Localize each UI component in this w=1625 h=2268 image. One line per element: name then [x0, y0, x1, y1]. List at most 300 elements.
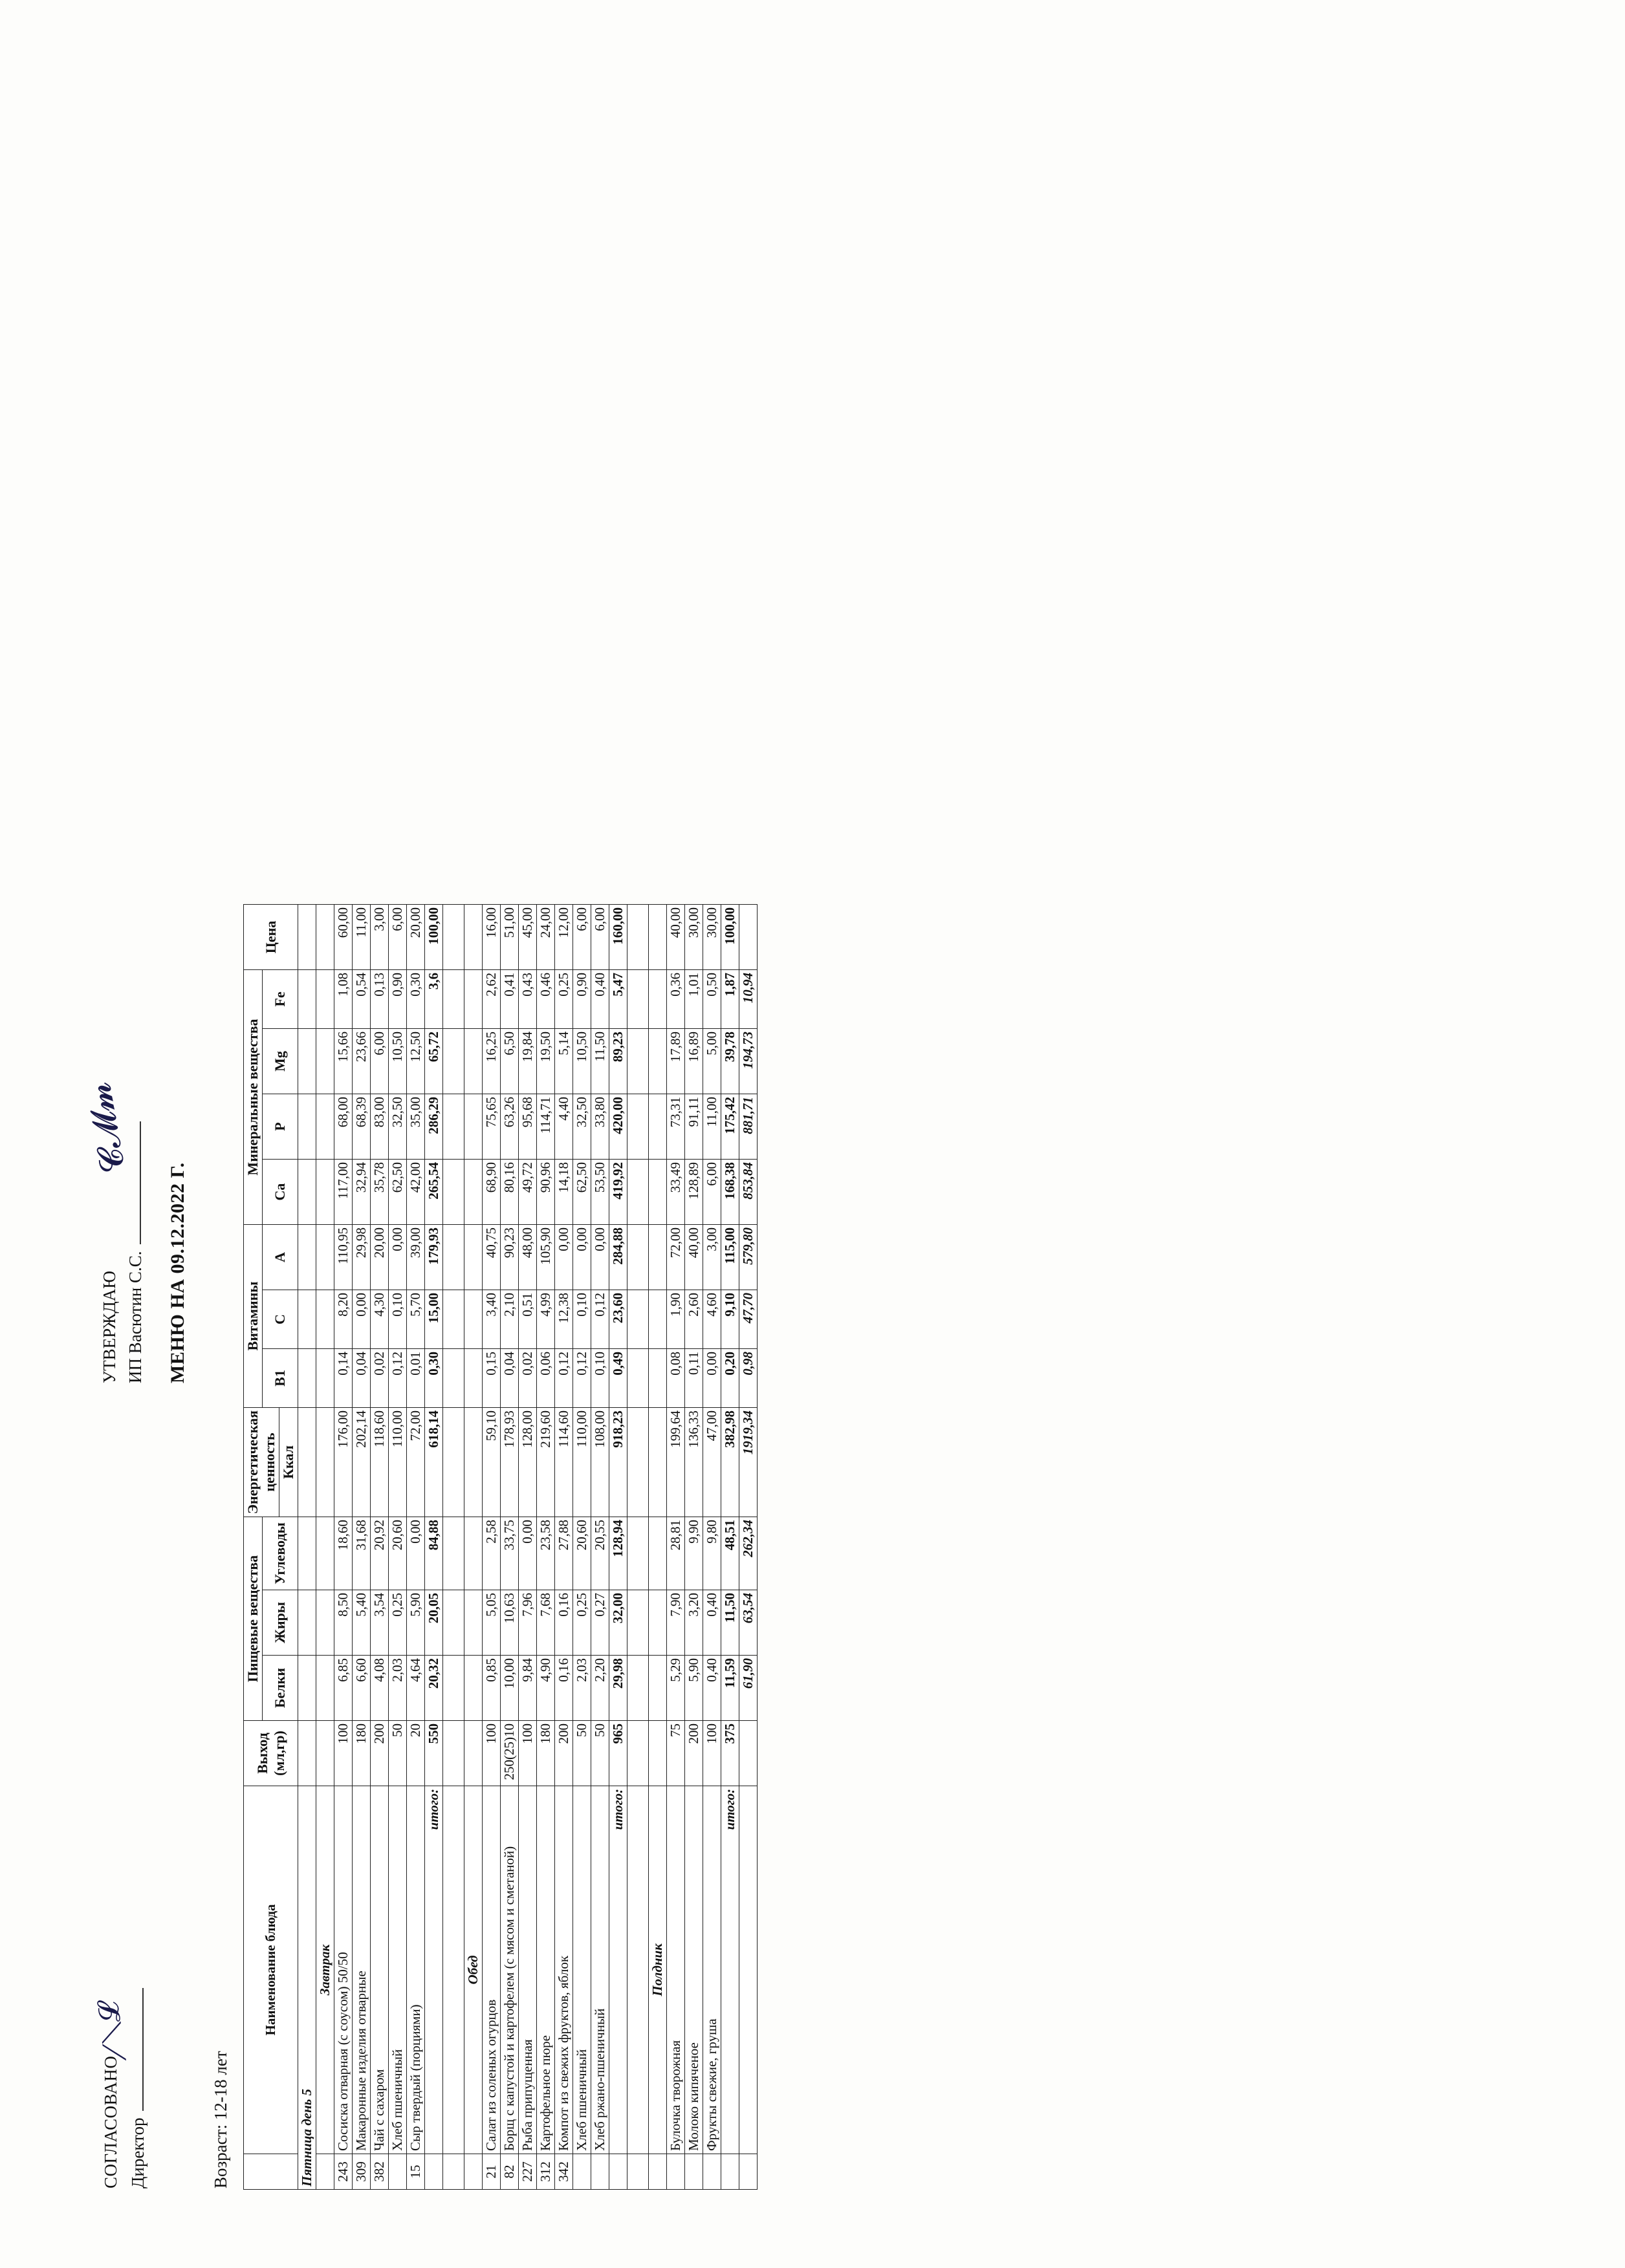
- row-c: 4,30: [371, 1290, 389, 1348]
- row-b1: 0,12: [573, 1348, 591, 1407]
- rotated-document-body: [49, 41, 1576, 2227]
- total-c: 9,10: [721, 1290, 739, 1348]
- section-title-blank-a: [649, 1224, 667, 1290]
- row-uglevody: 0,00: [407, 1517, 425, 1590]
- utverzhdayu-label: УТВЕРЖДАЮ: [100, 1270, 119, 1383]
- section-title-num: [649, 2154, 667, 2189]
- table-row: [501, 904, 519, 2189]
- group-header-row: [244, 904, 263, 2189]
- section-title-blank-ca: [649, 1159, 667, 1224]
- total-num: [609, 2154, 627, 2189]
- row-c: 0,51: [519, 1290, 537, 1348]
- spacer-price: [627, 904, 649, 969]
- row-b1: 0,00: [703, 1348, 721, 1407]
- row-zhiry: 5,40: [353, 1590, 371, 1655]
- col-group-food: Пищевые вещества: [244, 1517, 263, 1720]
- row-name: Борщ с капустой и картофелем (с мясом и сметаной): [501, 1786, 519, 2154]
- section-title-blank-b1: [464, 1348, 483, 1407]
- section-title-blank-ca: [316, 1159, 334, 1224]
- row-vyhod: 250(25)10: [501, 1720, 519, 1786]
- row-c: 1,90: [667, 1290, 685, 1348]
- row-zhiry: 10,63: [501, 1590, 519, 1655]
- row-belki: 4,64: [407, 1655, 425, 1720]
- section-title-blank-belki: [464, 1655, 483, 1720]
- row-num: 342: [555, 2154, 573, 2189]
- row-zhiry: 0,40: [703, 1590, 721, 1655]
- table-row: [389, 904, 407, 2189]
- row-a: 40,00: [685, 1224, 703, 1290]
- spacer-num: [627, 2154, 649, 2189]
- section-title-blank-kkal: [316, 1407, 334, 1517]
- section-title-blank-b1: [316, 1348, 334, 1407]
- col-c: С: [263, 1290, 298, 1348]
- row-vyhod: 180: [353, 1720, 371, 1786]
- row-ca: 32,94: [353, 1159, 371, 1224]
- row-mg: 16,25: [483, 1028, 501, 1094]
- row-c: 8,20: [334, 1290, 353, 1348]
- row-vyhod: 50: [591, 1720, 609, 1786]
- section-title-blank-zhiry: [649, 1590, 667, 1655]
- section-title-row: [464, 904, 483, 2189]
- row-price: 11,00: [353, 904, 371, 969]
- spacer-kkal: [443, 1407, 464, 1517]
- row-zhiry: 8,50: [334, 1590, 353, 1655]
- spacer-ca: [443, 1159, 464, 1224]
- spacer-c: [443, 1290, 464, 1348]
- spacer-fe: [443, 969, 464, 1028]
- row-num: 21: [483, 2154, 501, 2189]
- row-a: 105,90: [537, 1224, 555, 1290]
- row-name: Хлеб ржано-пшеничный: [591, 1786, 609, 2154]
- row-c: 0,10: [573, 1290, 591, 1348]
- row-ca: 33,49: [667, 1159, 685, 1224]
- row-a: 0,00: [573, 1224, 591, 1290]
- col-zhiry: Жиры: [263, 1590, 298, 1655]
- row-mg: 6,00: [371, 1028, 389, 1094]
- row-kkal: 59,10: [483, 1407, 501, 1517]
- total-kkal: 618,14: [425, 1407, 443, 1517]
- spacer-vyhod: [627, 1720, 649, 1786]
- section-title-blank-zhiry: [316, 1590, 334, 1655]
- day-label: Пятница день 5: [298, 1786, 316, 2189]
- spacer-a: [443, 1224, 464, 1290]
- spacer-row: [627, 904, 649, 2189]
- section-title-blank-fe: [464, 969, 483, 1028]
- section-title-blank-fe: [316, 969, 334, 1028]
- total-belki: 11,59: [721, 1655, 739, 1720]
- section-title-blank-c: [464, 1290, 483, 1348]
- section-title: Полдник: [649, 1786, 667, 2154]
- section-total-row: [721, 904, 739, 2189]
- row-ca: 62,50: [573, 1159, 591, 1224]
- day-blank-fe: [298, 969, 316, 1028]
- row-mg: 11,50: [591, 1028, 609, 1094]
- row-fe: 1,08: [334, 969, 353, 1028]
- total-price: 100,00: [425, 904, 443, 969]
- row-ca: 80,16: [501, 1159, 519, 1224]
- row-a: 72,00: [667, 1224, 685, 1290]
- row-uglevody: 20,60: [573, 1517, 591, 1590]
- total-price: 100,00: [721, 904, 739, 969]
- day-row: [298, 904, 316, 2189]
- section-title-blank-p: [464, 1094, 483, 1159]
- row-name: Хлеб пшеничный: [389, 1786, 407, 2154]
- row-b1: 0,08: [667, 1348, 685, 1407]
- row-uglevody: 33,75: [501, 1517, 519, 1590]
- col-group-energy: Энергетическая ценность: [244, 1407, 279, 1517]
- col-a: А: [263, 1224, 298, 1290]
- row-belki: 10,00: [501, 1655, 519, 1720]
- director-label: [128, 1988, 148, 2188]
- row-p: 35,00: [407, 1094, 425, 1159]
- col-ca: Ca: [263, 1159, 298, 1224]
- row-vyhod: 180: [537, 1720, 555, 1786]
- row-kkal: 128,00: [519, 1407, 537, 1517]
- section-title-blank-mg: [316, 1028, 334, 1094]
- row-zhiry: 7,90: [667, 1590, 685, 1655]
- row-p: 68,39: [353, 1094, 371, 1159]
- row-zhiry: 0,27: [591, 1590, 609, 1655]
- total-vyhod: 375: [721, 1720, 739, 1786]
- row-c: 5,70: [407, 1290, 425, 1348]
- grand-zhiry: 63,54: [739, 1590, 758, 1655]
- row-ca: 62,50: [389, 1159, 407, 1224]
- row-kkal: 202,14: [353, 1407, 371, 1517]
- total-ca: 419,92: [609, 1159, 627, 1224]
- row-mg: 23,66: [353, 1028, 371, 1094]
- grand-p: 881,71: [739, 1094, 758, 1159]
- row-belki: 2,20: [591, 1655, 609, 1720]
- spacer-mg: [443, 1028, 464, 1094]
- grand-name: [739, 1786, 758, 2154]
- row-a: 40,75: [483, 1224, 501, 1290]
- row-belki: 5,90: [685, 1655, 703, 1720]
- spacer-belki: [627, 1655, 649, 1720]
- row-ca: 90,96: [537, 1159, 555, 1224]
- row-b1: 0,12: [555, 1348, 573, 1407]
- table-row: [703, 904, 721, 2189]
- col-kkal: Ккал: [279, 1407, 298, 1517]
- age-label: Возраст: 12-18 лет: [211, 2050, 230, 2188]
- day-blank-belki: [298, 1655, 316, 1720]
- row-name: Молоко кипяченое: [685, 1786, 703, 2154]
- spacer-mg: [627, 1028, 649, 1094]
- spacer-b1: [627, 1348, 649, 1407]
- row-vyhod: 200: [371, 1720, 389, 1786]
- row-ca: 49,72: [519, 1159, 537, 1224]
- col-mg: Mg: [263, 1028, 298, 1094]
- section-title-blank-price: [649, 904, 667, 969]
- row-b1: 0,11: [685, 1348, 703, 1407]
- row-vyhod: 200: [685, 1720, 703, 1786]
- row-kkal: 47,00: [703, 1407, 721, 1517]
- total-zhiry: 32,00: [609, 1590, 627, 1655]
- row-price: 12,00: [555, 904, 573, 969]
- total-vyhod: 550: [425, 1720, 443, 1786]
- total-p: 286,29: [425, 1094, 443, 1159]
- spacer-p: [627, 1094, 649, 1159]
- total-kkal: 918,23: [609, 1407, 627, 1517]
- row-fe: 0,90: [573, 969, 591, 1028]
- grand-total-row: [739, 904, 758, 2189]
- row-price: 60,00: [334, 904, 353, 969]
- row-num: 312: [537, 2154, 555, 2189]
- row-b1: 0,14: [334, 1348, 353, 1407]
- section-title: Обед: [464, 1786, 483, 2154]
- row-kkal: 108,00: [591, 1407, 609, 1517]
- row-zhiry: 7,96: [519, 1590, 537, 1655]
- row-fe: 0,30: [407, 969, 425, 1028]
- soglasovano-label: СОГЛАСОВАНО: [101, 2055, 120, 2188]
- total-mg: 39,78: [721, 1028, 739, 1094]
- col-uglevody: Углеводы: [263, 1517, 298, 1590]
- total-kkal: 382,98: [721, 1407, 739, 1517]
- total-label: итого:: [425, 1786, 443, 2154]
- day-blank-kkal: [298, 1407, 316, 1517]
- total-ca: 168,38: [721, 1159, 739, 1224]
- grand-kkal: 1919,34: [739, 1407, 758, 1517]
- row-vyhod: 20: [407, 1720, 425, 1786]
- spacer-b1: [443, 1348, 464, 1407]
- row-fe: 0,43: [519, 969, 537, 1028]
- day-blank-c: [298, 1290, 316, 1348]
- row-ca: 53,50: [591, 1159, 609, 1224]
- table-row: [573, 904, 591, 2189]
- director-signature-mark: ⟋⟍𝓛: [91, 1999, 133, 2064]
- total-belki: 20,32: [425, 1655, 443, 1720]
- row-ca: 128,89: [685, 1159, 703, 1224]
- row-b1: 0,01: [407, 1348, 425, 1407]
- day-blank-mg: [298, 1028, 316, 1094]
- row-belki: 0,40: [703, 1655, 721, 1720]
- row-kkal: 72,00: [407, 1407, 425, 1517]
- table-row: [591, 904, 609, 2189]
- total-zhiry: 11,50: [721, 1590, 739, 1655]
- day-blank-ca: [298, 1159, 316, 1224]
- total-a: 284,88: [609, 1224, 627, 1290]
- row-a: 39,00: [407, 1224, 425, 1290]
- section-title-blank-a: [464, 1224, 483, 1290]
- row-name: Фрукты свежие, груша: [703, 1786, 721, 2154]
- grand-uglevody: 262,34: [739, 1517, 758, 1590]
- spacer-belki: [443, 1655, 464, 1720]
- row-kkal: 178,93: [501, 1407, 519, 1517]
- row-b1: 0,06: [537, 1348, 555, 1407]
- row-belki: 2,03: [389, 1655, 407, 1720]
- table-row: [483, 904, 501, 2189]
- row-c: 0,10: [389, 1290, 407, 1348]
- row-belki: 5,29: [667, 1655, 685, 1720]
- row-belki: 4,90: [537, 1655, 555, 1720]
- row-num: 15: [407, 2154, 425, 2189]
- total-a: 115,00: [721, 1224, 739, 1290]
- row-mg: 5,14: [555, 1028, 573, 1094]
- total-ca: 265,54: [425, 1159, 443, 1224]
- row-vyhod: 200: [555, 1720, 573, 1786]
- grand-price: [739, 904, 758, 969]
- table-row: [407, 904, 425, 2189]
- grand-num: [739, 2154, 758, 2189]
- row-vyhod: 100: [334, 1720, 353, 1786]
- row-num: 82: [501, 2154, 519, 2189]
- row-name: Картофельное пюре: [537, 1786, 555, 2154]
- row-zhiry: 0,16: [555, 1590, 573, 1655]
- total-b1: 0,20: [721, 1348, 739, 1407]
- row-name: Салат из соленых огурцов: [483, 1786, 501, 2154]
- row-num: 243: [334, 2154, 353, 2189]
- table-row: [371, 904, 389, 2189]
- row-ca: 6,00: [703, 1159, 721, 1224]
- row-a: 110,95: [334, 1224, 353, 1290]
- section-title-blank-c: [316, 1290, 334, 1348]
- row-mg: 6,50: [501, 1028, 519, 1094]
- section-title-blank-mg: [464, 1028, 483, 1094]
- grand-ca: 853,84: [739, 1159, 758, 1224]
- section-title-blank-uglevody: [316, 1517, 334, 1590]
- spacer-num: [443, 2154, 464, 2189]
- row-p: 11,00: [703, 1094, 721, 1159]
- row-price: 3,00: [371, 904, 389, 969]
- row-uglevody: 20,55: [591, 1517, 609, 1590]
- row-mg: 10,50: [573, 1028, 591, 1094]
- section-title-blank-c: [649, 1290, 667, 1348]
- spacer-uglevody: [627, 1517, 649, 1590]
- row-mg: 10,50: [389, 1028, 407, 1094]
- row-price: 51,00: [501, 904, 519, 969]
- day-blank-vyhod: [298, 1720, 316, 1786]
- ip-signature-line: [127, 1121, 141, 1244]
- row-uglevody: 20,60: [389, 1517, 407, 1590]
- row-a: 20,00: [371, 1224, 389, 1290]
- total-p: 175,42: [721, 1094, 739, 1159]
- spacer-kkal: [627, 1407, 649, 1517]
- row-belki: 9,84: [519, 1655, 537, 1720]
- section-title-num: [316, 2154, 334, 2189]
- row-ca: 42,00: [407, 1159, 425, 1224]
- row-ca: 117,00: [334, 1159, 353, 1224]
- total-uglevody: 48,51: [721, 1517, 739, 1590]
- spacer-ca: [627, 1159, 649, 1224]
- row-fe: 1,01: [685, 969, 703, 1028]
- col-name: Наименование блюда: [244, 1786, 298, 2154]
- section-title-blank-kkal: [464, 1407, 483, 1517]
- section-title-blank-vyhod: [316, 1720, 334, 1786]
- row-name: Рыба припущенная: [519, 1786, 537, 2154]
- total-num: [721, 2154, 739, 2189]
- row-price: 40,00: [667, 904, 685, 969]
- row-uglevody: 2,58: [483, 1517, 501, 1590]
- section-title-blank-belki: [649, 1655, 667, 1720]
- row-c: 4,60: [703, 1290, 721, 1348]
- col-price: Цена: [244, 904, 298, 969]
- spacer-c: [627, 1290, 649, 1348]
- row-mg: 12,50: [407, 1028, 425, 1094]
- row-ca: 68,90: [483, 1159, 501, 1224]
- row-c: 3,40: [483, 1290, 501, 1348]
- row-p: 83,00: [371, 1094, 389, 1159]
- section-title-blank-vyhod: [464, 1720, 483, 1786]
- row-uglevody: 18,60: [334, 1517, 353, 1590]
- row-num: [573, 2154, 591, 2189]
- row-b1: 0,04: [501, 1348, 519, 1407]
- row-b1: 0,12: [389, 1348, 407, 1407]
- row-price: 30,00: [685, 904, 703, 969]
- section-title-blank-price: [464, 904, 483, 969]
- row-b1: 0,04: [353, 1348, 371, 1407]
- section-title-blank-zhiry: [464, 1590, 483, 1655]
- row-c: 0,12: [591, 1290, 609, 1348]
- row-num: [685, 2154, 703, 2189]
- grand-mg: 194,73: [739, 1028, 758, 1094]
- row-price: 6,00: [573, 904, 591, 969]
- row-num: [591, 2154, 609, 2189]
- row-c: 4,99: [537, 1290, 555, 1348]
- row-mg: 19,84: [519, 1028, 537, 1094]
- row-price: 30,00: [703, 904, 721, 969]
- row-price: 6,00: [389, 904, 407, 969]
- menu-table: [243, 904, 758, 2190]
- row-uglevody: 31,68: [353, 1517, 371, 1590]
- section-total-row: [425, 904, 443, 2189]
- row-ca: 14,18: [555, 1159, 573, 1224]
- total-c: 23,60: [609, 1290, 627, 1348]
- row-fe: 0,50: [703, 969, 721, 1028]
- row-fe: 0,36: [667, 969, 685, 1028]
- row-mg: 15,66: [334, 1028, 353, 1094]
- row-kkal: 136,33: [685, 1407, 703, 1517]
- row-price: 16,00: [483, 904, 501, 969]
- day-blank-price: [298, 904, 316, 969]
- row-p: 32,50: [573, 1094, 591, 1159]
- row-fe: 0,90: [389, 969, 407, 1028]
- row-name: Сосиска отварная (с соусом) 50/50: [334, 1786, 353, 2154]
- row-belki: 6,85: [334, 1655, 353, 1720]
- section-title-blank-belki: [316, 1655, 334, 1720]
- row-p: 114,71: [537, 1094, 555, 1159]
- spacer-name: [627, 1786, 649, 2154]
- total-fe: 3,6: [425, 969, 443, 1028]
- row-uglevody: 20,92: [371, 1517, 389, 1590]
- row-a: 90,23: [501, 1224, 519, 1290]
- section-title-blank-uglevody: [464, 1517, 483, 1590]
- row-zhiry: 3,20: [685, 1590, 703, 1655]
- row-p: 68,00: [334, 1094, 353, 1159]
- row-uglevody: 23,58: [537, 1517, 555, 1590]
- row-num: [389, 2154, 407, 2189]
- row-zhiry: 5,90: [407, 1590, 425, 1655]
- table-row: [334, 904, 353, 2189]
- day-blank-p: [298, 1094, 316, 1159]
- row-fe: 0,54: [353, 969, 371, 1028]
- row-fe: 0,46: [537, 969, 555, 1028]
- row-mg: 19,50: [537, 1028, 555, 1094]
- total-b1: 0,49: [609, 1348, 627, 1407]
- total-belki: 29,98: [609, 1655, 627, 1720]
- spacer-row: [443, 904, 464, 2189]
- spacer-price: [443, 904, 464, 969]
- row-name: Сыр твердый (порциями): [407, 1786, 425, 2154]
- row-p: 73,31: [667, 1094, 685, 1159]
- total-uglevody: 128,94: [609, 1517, 627, 1590]
- col-fe: Fe: [263, 969, 298, 1028]
- section-title-row: [316, 904, 334, 2189]
- menu-table-head: [244, 904, 316, 2189]
- row-mg: 16,89: [685, 1028, 703, 1094]
- total-a: 179,93: [425, 1224, 443, 1290]
- row-belki: 2,03: [573, 1655, 591, 1720]
- col-group-vitamins: Витамины: [244, 1224, 263, 1407]
- row-zhiry: 0,25: [389, 1590, 407, 1655]
